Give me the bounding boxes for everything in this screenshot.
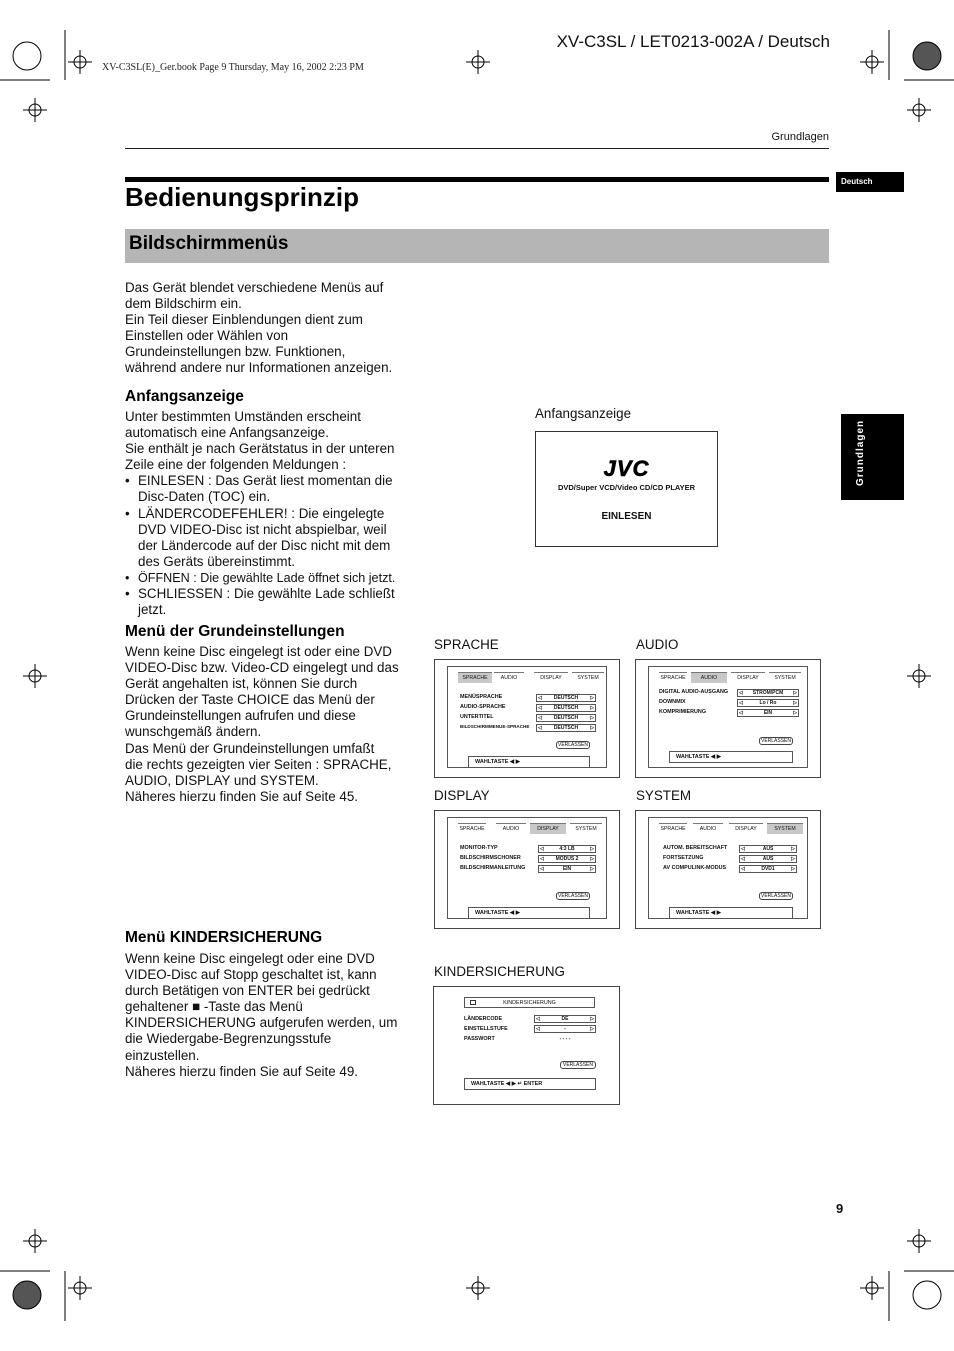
kinder-title: KINDERSICHERUNG [503,1000,556,1006]
kinder-screen [433,986,620,1105]
anfang-heading: Anfangsanzeige [125,388,244,405]
audio-caption: AUDIO [636,637,679,652]
setting-label: KOMPRIMIERUNG [659,709,707,715]
intro-line: während andere nur Informationen anzeigen. [125,360,393,376]
guide-bar: WAHLTASTE ◀ ▶ [468,756,590,768]
setting-value[interactable]: ◁ DE ▷ [534,1015,596,1023]
setting-label: EINSTELLSTUFE [464,1026,508,1032]
system-caption: SYSTEM [636,788,692,803]
model-line: XV-C3SL / LET0213-002A / Deutsch [556,32,830,51]
anfang-caption: Anfangsanzeige [535,406,632,421]
kinder-caption: KINDERSICHERUNG [434,964,565,979]
tab-audio[interactable]: AUDIO [691,672,727,683]
text-line: Unter bestimmten Umständen erscheint [125,409,361,424]
setting-value[interactable]: ◁ DEUTSCH ▷ [536,714,596,722]
running-head: Grundlagen [771,131,829,143]
intro-line: dem Bildschirm ein. [125,296,242,312]
password-value[interactable]: - - - - [559,1036,571,1042]
section-title: Bildschirmmenüs [129,233,289,254]
list-item: • EINLESEN : Das Gerät liest momentan die Disc-Daten (TOC) ein. [125,473,425,505]
intro-line: Das Gerät blendet verschiedene Menüs auf [125,280,384,295]
setting-label: PASSWORT [464,1036,495,1042]
text-line: Sie enthält je nach Gerätstatus in der unteren [125,441,395,457]
setting-value[interactable]: ◁ DVD1 ▷ [739,865,797,873]
tab-row [659,672,804,683]
player-subtitle: DVD/Super VCD/Video CD/CD PLAYER [557,483,696,492]
status-message: EINLESEN [601,511,652,522]
setting-value[interactable]: ◁ - ▷ [534,1025,596,1033]
setting-label: BILDSCHIRMANLEITUNG [460,865,526,871]
guide-bar: WAHLTASTE ◀ ▶ ↵ ENTER [464,1078,596,1090]
setting-label: FORTSETZUNG [663,855,704,861]
page-title: Bedienungsprinzip [125,182,359,212]
page-number: 9 [836,1201,844,1216]
list-item: • ÖFFNEN : Die gewählte Lade öffnet sich jetzt. [125,570,425,586]
setting-label: AUTOM. BEREITSCHAFT [663,845,728,851]
tab-display[interactable]: DISPLAY [530,823,566,834]
tab-system[interactable]: SYSTEM [572,672,604,683]
tab-audio[interactable]: AUDIO [693,823,723,834]
setting-value[interactable]: ◁ DEUTSCH ▷ [536,694,596,702]
setting-value[interactable]: ◁ EIN ▷ [538,865,596,873]
list-item: • SCHLIESSEN : Die gewählte Lade schließt jetzt. [125,586,425,618]
side-tab-label: Grundlagen [855,419,866,486]
setting-label: MENÜSPRACHE [460,694,503,700]
audio-panel [648,666,808,768]
display-screen [434,810,620,929]
setting-value[interactable]: ◁ AUS ▷ [739,845,797,853]
header-rule [125,148,829,149]
jvc-logo: JVC [603,456,650,481]
initial-screen [535,431,718,547]
exit-button[interactable]: VERLASSEN [760,738,791,744]
intro-line: Ein Teil dieser Einblendungen dient zum [125,312,363,328]
tab-system[interactable]: SYSTEM [769,672,801,683]
guide-bar: WAHLTASTE ◀ ▶ [669,751,793,763]
exit-button[interactable]: VERLASSEN [557,893,588,899]
system-screen [635,810,821,929]
setting-value[interactable]: ◁ MODUS 2 ▷ [538,855,596,863]
side-tab [841,414,904,500]
tab-system[interactable]: SYSTEM [767,823,803,834]
setting-value[interactable]: ◁ STROM/PCM ▷ [737,689,799,697]
book-line: XV-C3SL(E)_Ger.book Page 9 Thursday, May 16, 2002 2:23 PM [102,62,364,73]
tab-audio[interactable]: AUDIO [494,672,524,683]
tab-display[interactable]: DISPLAY [534,672,568,683]
sprache-screen [434,659,620,778]
kinder-title-box [464,997,595,1008]
audio-screen [635,659,821,778]
tab-sprache[interactable]: SPRACHE [458,672,492,683]
tab-system[interactable]: SYSTEM [570,823,602,834]
grund-heading: Menü der Grundeinstellungen [125,623,345,640]
setting-value[interactable]: ◁ EIN ▷ [737,709,799,717]
tab-row [458,672,603,683]
display-panel [447,817,607,919]
tab-display[interactable]: DISPLAY [731,672,765,683]
intro-line: Einstellen oder Wählen von [125,328,289,344]
setting-label: BILDSCHIRMSCHONER [460,855,521,861]
setting-label: DOWNMIX [659,699,686,705]
intro-text [125,280,420,377]
tab-row [458,823,603,834]
sprache-caption: SPRACHE [434,637,499,652]
text-line: automatisch eine Anfangsanzeige. [125,425,329,441]
exit-button[interactable]: VERLASSEN [557,742,588,748]
setting-label: UNTERTITEL [460,714,494,720]
setting-value[interactable]: ◁ Lo / Ro ▷ [737,699,799,707]
message-list [125,473,425,618]
tab-display[interactable]: DISPLAY [729,823,763,834]
tab-audio[interactable]: AUDIO [496,823,526,834]
sprache-panel [447,666,607,768]
tab-sprache[interactable]: SPRACHE [458,823,486,834]
setting-label: DIGITAL AUDIO-AUSGANG [659,689,729,695]
tab-sprache[interactable]: SPRACHE [659,672,687,683]
anfang-text [125,409,425,618]
language-tab: Deutsch [836,172,904,192]
display-caption: DISPLAY [434,788,490,803]
text-line: Zeile eine der folgenden Meldungen : [125,457,347,473]
kinder-text: Wenn keine Disc eingelegt oder eine DVD VIDEO-Disc auf Stopp geschaltet ist, kann durch Betätigen von ENTER bei gedrückt gehaltener ■ -Taste das Menü KINDERSICHERUNG aufgerufen werden, um die Wiedergabe-Begrenzungsstufe einzustellen. Näheres hierzu finden Sie auf Seite 49. [125,951,398,1079]
setting-label: AUDIO-SPRACHE [460,704,506,710]
exit-button[interactable]: VERLASSEN [760,893,791,899]
system-panel [648,817,808,919]
grund-text: Wenn keine Disc eingelegt ist oder eine DVD VIDEO-Disc bzw. Video-CD eingelegt und das Gerät angehalten ist, können Sie durch Drücken der Taste CHOICE das Menü der Grundeinstellungen aufrufen und diese wunschgemäß ändern. Das Menü der Grundeinstellungen umfaßt die rechts gezeigten vier Seiten : SPRACHE, AUDIO, DISPLAY und SYSTEM. Näheres hierzu finden Sie auf Seite 45. [125,644,399,804]
tab-row [659,823,804,834]
setting-label: MONITOR-TYP [460,845,498,851]
exit-button[interactable]: VERLASSEN [560,1061,596,1069]
setting-value[interactable]: ◁ AUS ▷ [739,855,797,863]
section-bar [125,229,829,263]
setting-value[interactable]: ◁ DEUTSCH ▷ [536,724,596,732]
setting-label: LÄNDERCODE [464,1016,503,1022]
tab-sprache[interactable]: SPRACHE [659,823,687,834]
guide-bar: WAHLTASTE ◀ ▶ [468,907,590,919]
intro-line: Grundeinstellungen bzw. Funktionen, [125,344,346,360]
guide-bar: WAHLTASTE ◀ ▶ [669,907,793,919]
setting-label: AV COMPULINK-MODUS [663,865,727,871]
setting-value[interactable]: ◁ 4:3 LB ▷ [538,845,596,853]
setting-label: BILDSCHIRMMENUE-SPRACHE [460,724,530,729]
kinder-heading: Menü KINDERSICHERUNG [125,929,323,946]
list-item: • LÄNDERCODEFEHLER! : Die eingelegte DVD VIDEO-Disc ist nicht abspielbar, weil der Ländercode auf der Disc nicht mit dem des Geräts übereinstimmt. [125,506,425,570]
setting-value[interactable]: ◁ DEUTSCH ▷ [536,704,596,712]
